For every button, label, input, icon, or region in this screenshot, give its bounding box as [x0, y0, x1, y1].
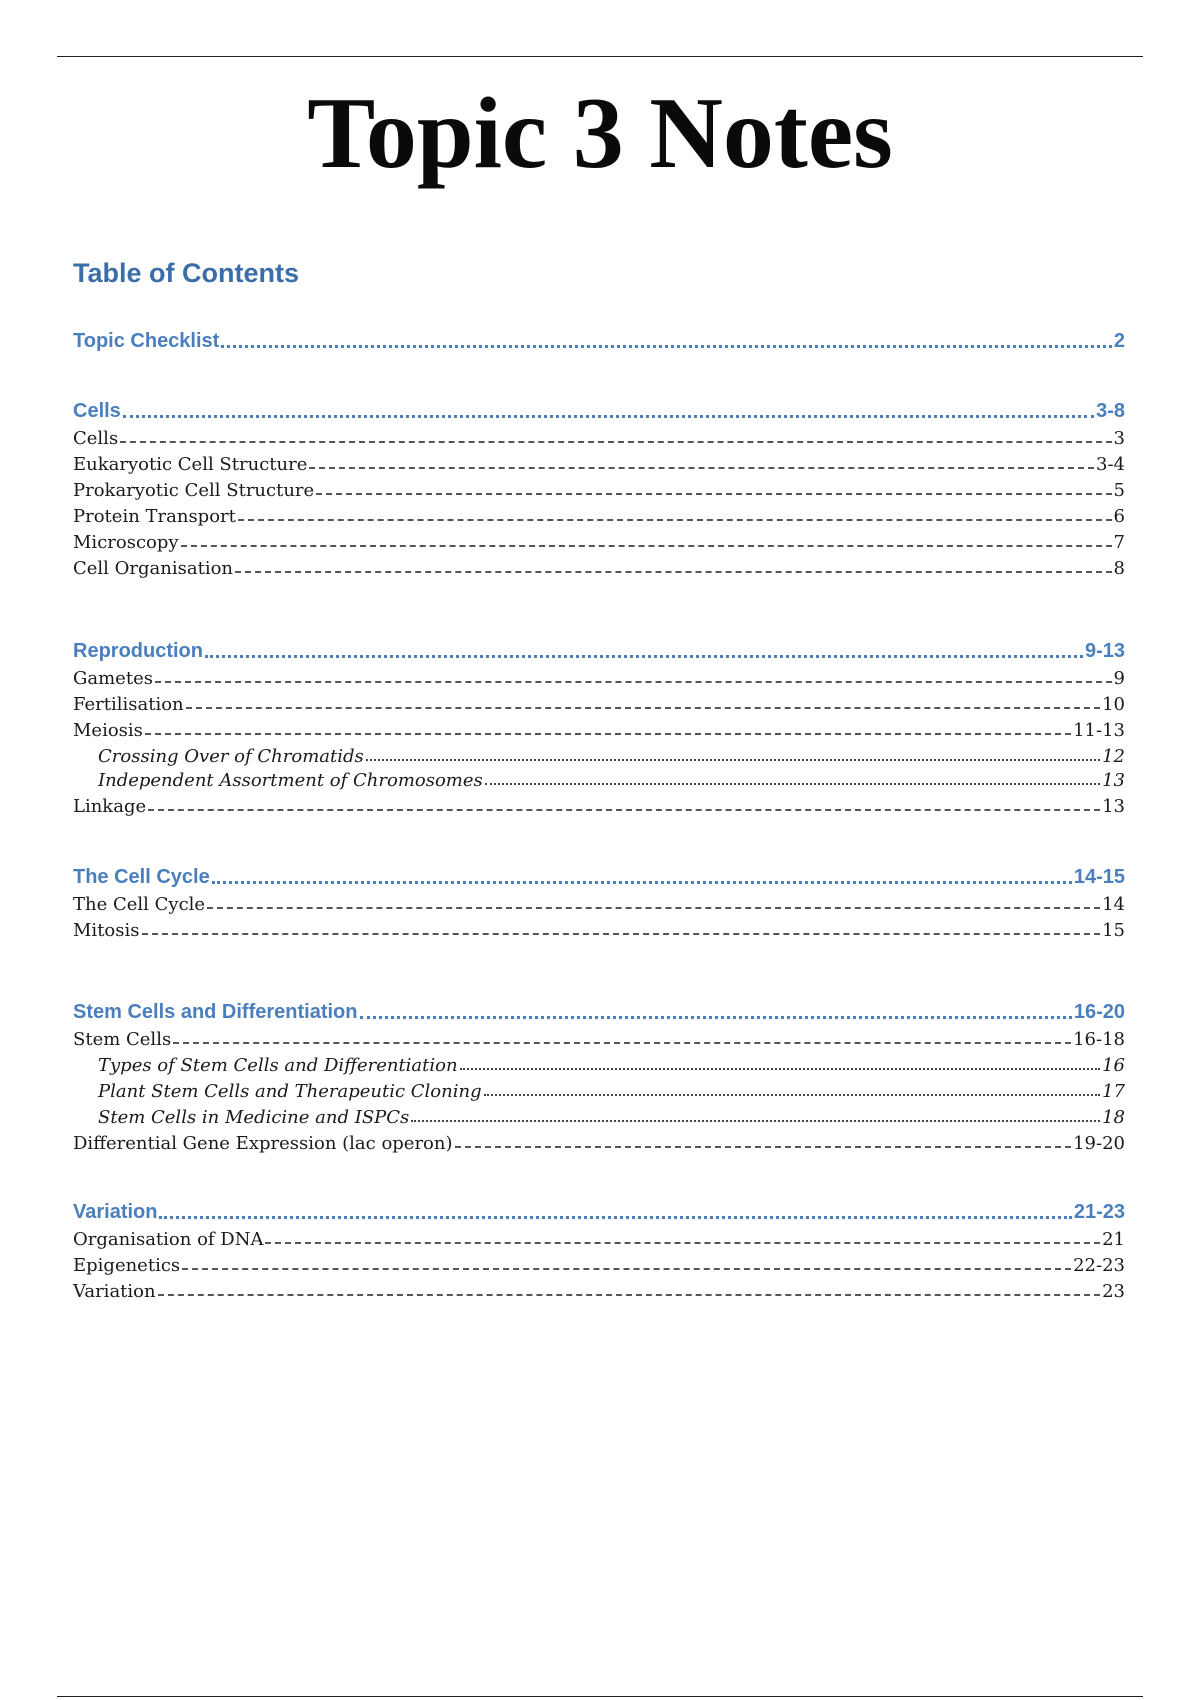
toc-item[interactable] — [73, 663, 1125, 689]
toc-item-label: Meiosis — [73, 720, 143, 741]
toc-item[interactable] — [73, 1024, 1125, 1050]
toc-subitem-label: Independent Assortment of Chromosomes — [98, 770, 483, 791]
toc-item-label: Eukaryotic Cell Structure — [73, 454, 308, 475]
toc-item[interactable] — [73, 689, 1125, 715]
toc-page-number: 2 — [1113, 330, 1125, 352]
toc-section-label: Variation — [73, 1201, 158, 1223]
dash-leader — [309, 467, 1094, 469]
toc-item[interactable] — [73, 553, 1125, 579]
top-rule — [57, 56, 1143, 57]
dot-leader — [123, 415, 1094, 418]
toc-item-label: Stem Cells — [73, 1029, 172, 1050]
toc-page-number: 3 — [1113, 428, 1125, 449]
toc-subitem[interactable] — [98, 741, 1125, 767]
dash-leader — [142, 933, 1101, 935]
toc-page-number: 5 — [1113, 480, 1125, 501]
toc-page-number: 11-13 — [1073, 720, 1125, 741]
toc-section-label: Reproduction — [73, 640, 203, 662]
dash-leader — [145, 733, 1071, 735]
dot-leader — [460, 1068, 1101, 1070]
toc-page-number: 13 — [1102, 796, 1125, 817]
toc-page-number: 6 — [1113, 506, 1125, 527]
dash-leader — [148, 809, 1100, 811]
toc-subitem[interactable] — [98, 765, 1125, 791]
toc-item[interactable] — [73, 1276, 1125, 1302]
dash-leader — [265, 1242, 1100, 1244]
toc-item[interactable] — [73, 791, 1125, 817]
toc-item-label: Gametes — [73, 668, 153, 689]
toc-page-number: 15 — [1102, 920, 1125, 941]
toc-page-number: 9 — [1113, 668, 1125, 689]
toc-item[interactable] — [73, 527, 1125, 553]
dot-leader — [212, 881, 1072, 884]
toc-item-label: Cells — [73, 428, 119, 449]
dash-leader — [316, 493, 1111, 495]
toc-subitem-label: Crossing Over of Chromatids — [98, 746, 364, 767]
toc-item-label: The Cell Cycle — [73, 894, 206, 915]
toc-page-number: 7 — [1113, 532, 1125, 553]
toc-item[interactable] — [73, 1250, 1125, 1276]
toc-item-label: Protein Transport — [73, 506, 236, 527]
toc-item[interactable] — [73, 889, 1125, 915]
dot-leader — [221, 345, 1112, 348]
toc-page-number: 16 — [1102, 1055, 1125, 1076]
dash-leader — [158, 1294, 1101, 1296]
toc-section-cells[interactable] — [73, 397, 1125, 423]
toc-item[interactable] — [73, 1224, 1125, 1250]
toc-page-number: 9-13 — [1084, 640, 1125, 662]
toc-page-number: 16-20 — [1073, 1001, 1125, 1023]
toc-item[interactable] — [73, 449, 1125, 475]
toc-page-number: 21 — [1102, 1229, 1125, 1250]
toc-page-number: 22-23 — [1073, 1255, 1125, 1276]
document-title: Topic 3 Notes — [307, 77, 893, 190]
toc-heading: Table of Contents — [73, 258, 299, 288]
toc-section-label: Topic Checklist — [73, 330, 220, 352]
dash-leader — [120, 441, 1111, 443]
toc-page-number: 8 — [1113, 558, 1125, 579]
toc-page-number: 12 — [1102, 746, 1125, 767]
toc-page-number: 18 — [1102, 1107, 1125, 1128]
toc-section-variation[interactable] — [73, 1198, 1125, 1224]
toc-section-label: Cells — [73, 400, 121, 422]
dot-leader — [205, 655, 1083, 658]
toc-section-reproduction[interactable] — [73, 637, 1125, 663]
toc-subitem[interactable] — [98, 1050, 1125, 1076]
toc-item-label: Fertilisation — [73, 694, 184, 715]
dot-leader — [366, 759, 1100, 761]
dash-leader — [235, 571, 1112, 573]
toc-item[interactable] — [73, 1128, 1125, 1154]
toc-subitem[interactable] — [98, 1102, 1125, 1128]
toc-section-stem-cells[interactable] — [73, 998, 1125, 1024]
toc-section-topic-checklist[interactable] — [73, 327, 1125, 353]
toc-item-label: Variation — [73, 1281, 156, 1302]
toc-item[interactable] — [73, 915, 1125, 941]
toc-page-number: 23 — [1102, 1281, 1125, 1302]
toc-page-number: 17 — [1102, 1081, 1125, 1102]
toc-page-number: 16-18 — [1073, 1029, 1125, 1050]
toc-subitem-label: Stem Cells in Medicine and ISPCs — [98, 1107, 410, 1128]
dash-leader — [455, 1146, 1072, 1148]
toc-item-label: Organisation of DNA — [73, 1229, 264, 1250]
dot-leader — [485, 783, 1100, 785]
bottom-rule — [57, 1696, 1143, 1697]
toc-page-number: 13 — [1102, 770, 1125, 791]
toc-page-number: 19-20 — [1073, 1133, 1125, 1154]
toc-section-label: Stem Cells and Differentiation — [73, 1001, 358, 1023]
toc-item-label: Mitosis — [73, 920, 140, 941]
dot-leader — [360, 1016, 1072, 1019]
toc-page-number: 10 — [1102, 694, 1125, 715]
toc-subitem-label: Types of Stem Cells and Differentiation — [98, 1055, 458, 1076]
dash-leader — [155, 681, 1112, 683]
toc-page-number: 21-23 — [1073, 1201, 1125, 1223]
toc-item-label: Differential Gene Expression (lac operon) — [73, 1133, 453, 1154]
toc-item[interactable] — [73, 475, 1125, 501]
toc-item[interactable] — [73, 715, 1125, 741]
toc-item-label: Cell Organisation — [73, 558, 234, 579]
toc-subitem[interactable] — [98, 1076, 1125, 1102]
dot-leader — [411, 1120, 1100, 1122]
toc-item-label: Epigenetics — [73, 1255, 181, 1276]
toc-page-number: 14-15 — [1073, 866, 1125, 888]
toc-item-label: Microscopy — [73, 532, 179, 553]
toc-item-label: Prokaryotic Cell Structure — [73, 480, 315, 501]
toc-item[interactable] — [73, 423, 1125, 449]
toc-section-label: The Cell Cycle — [73, 866, 210, 888]
dash-leader — [181, 545, 1112, 547]
dash-leader — [173, 1042, 1071, 1044]
toc-section-cell-cycle[interactable] — [73, 863, 1125, 889]
dash-leader — [207, 907, 1100, 909]
toc-page-number: 3-8 — [1096, 400, 1125, 422]
dot-leader — [484, 1094, 1100, 1096]
toc-subitem-label: Plant Stem Cells and Therapeutic Cloning — [98, 1081, 482, 1102]
dash-leader — [238, 519, 1112, 521]
toc-item-label: Linkage — [73, 796, 147, 817]
toc-page-number: 14 — [1102, 894, 1125, 915]
dot-leader — [159, 1216, 1071, 1219]
dash-leader — [186, 707, 1100, 709]
toc-item[interactable] — [73, 501, 1125, 527]
dash-leader — [182, 1268, 1071, 1270]
toc-page-number: 3-4 — [1096, 454, 1125, 475]
